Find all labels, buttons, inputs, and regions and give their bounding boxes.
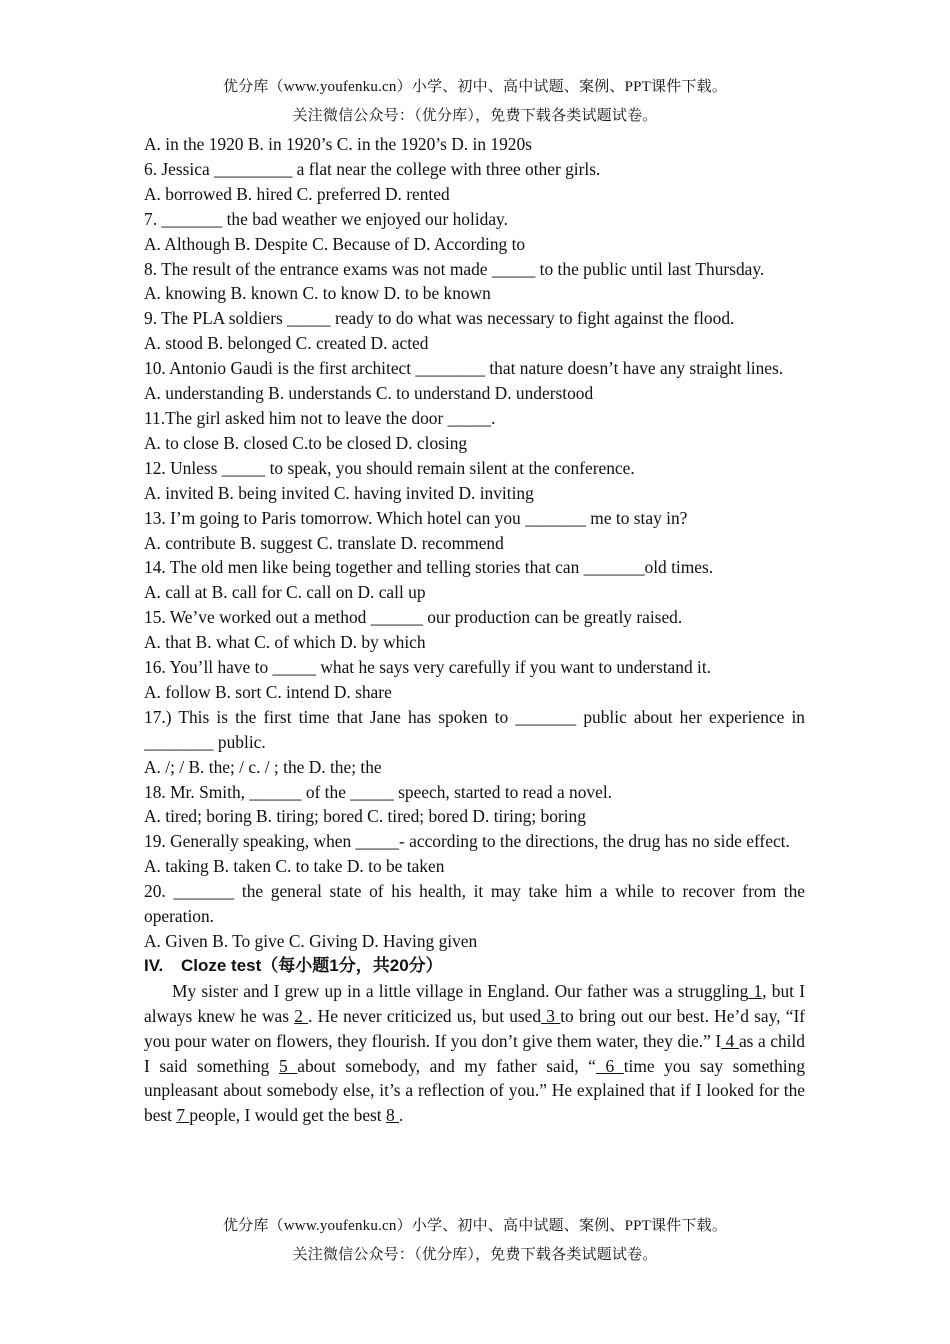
cloze-text: time you say something unpleasant about somebody else, it’s a reflection of you.” He explained that if I looked for the best	[144, 1055, 806, 1126]
cloze-blank-7: 7	[176, 1105, 190, 1126]
cloze-blank-5: 5	[278, 1055, 298, 1076]
question-line: 16. You’ll have to _____ what he says very carefully if you want to understand it.	[144, 657, 712, 678]
cloze-text: .	[399, 1105, 404, 1126]
cloze-blank-1: 1	[748, 980, 763, 1001]
cloze-blank-6: 6	[595, 1055, 624, 1076]
option-line: A. knowing B. known C. to know D. to be known	[144, 283, 491, 304]
footer-line-1: 优分库（www.youfenku.cn）小学、初中、高中试题、案例、PPT课件下载。	[222, 1218, 728, 1234]
question-line: 14. The old men like being together and telling stories that can _______old times.	[144, 557, 714, 578]
section-number: IV.	[144, 955, 164, 975]
option-line: A. Although B. Despite C. Because of D. According to	[144, 233, 526, 254]
question-line: 10. Antonio Gaudi is the first architect ________ that nature doesn’t have any straight lines.	[144, 358, 784, 379]
cloze-passage	[144, 979, 805, 1128]
exam-content	[144, 132, 805, 1128]
header-line-2: 关注微信公众号：（优分库），免费下载各类试题试卷。	[292, 108, 658, 124]
question-line: 18. Mr. Smith, ______ of the _____ speech, started to read a novel.	[144, 781, 613, 802]
cloze-text: to bring out our best. He’d say, “If you pour water on flowers, they flourish. If you don’t give them water, they die.” I	[144, 1005, 806, 1051]
question-line: 7. _______ the bad weather we enjoyed our holiday.	[144, 208, 508, 229]
section-title: Cloze test（每小题1分，共20分）	[181, 955, 443, 975]
question-line: 15. We’ve worked out a method ______ our production can be greatly raised.	[144, 607, 683, 628]
question-line: 12. Unless _____ to speak, you should remain silent at the conference.	[144, 457, 635, 478]
option-line: A. Given B. To give C. Giving D. Having given	[144, 931, 478, 951]
cloze-blank-8: 8	[385, 1105, 400, 1126]
cloze-text: , but I always knew he was	[144, 980, 805, 1026]
option-line: A. stood B. belonged C. created D. acted	[144, 333, 429, 354]
question-line: 9. The PLA soldiers _____ ready to do what was necessary to fight against the flood.	[144, 308, 735, 329]
cloze-blank-2: 2	[294, 1005, 309, 1026]
option-line: A. tired; boring B. tiring; bored C. tired; bored D. tiring; boring	[144, 806, 586, 827]
option-line: A. in the 1920 B. in 1920’s C. in the 1920’s D. in 1920s	[144, 134, 532, 154]
question-line: 19. Generally speaking, when _____- according to the directions, the drug has no side effect.	[144, 831, 790, 852]
question-line: 6. Jessica _________ a flat near the college with three other girls.	[144, 158, 601, 179]
section-heading	[144, 954, 805, 979]
question-line: 17.) This is the first time that Jane has spoken to _______ public about her experience in ________ public.	[144, 706, 805, 752]
cloze-text: as a child I said something	[144, 1030, 806, 1076]
option-line: A. understanding B. understands C. to understand D. understood	[144, 383, 594, 404]
cloze-text: about somebody, and my father said, “	[297, 1055, 596, 1076]
footer-line-2: 关注微信公众号：（优分库），免费下载各类试题试卷。	[292, 1247, 658, 1263]
header-line-1: 优分库（www.youfenku.cn）小学、初中、高中试题、案例、PPT课件下载。	[222, 79, 728, 95]
cloze-blank-3: 3	[541, 1005, 561, 1026]
option-line: A. to close B. closed C.to be closed D. closing	[144, 432, 468, 453]
option-line: A. invited B. being invited C. having invited D. inviting	[144, 482, 534, 503]
cloze-text: . He never criticized us, but used	[308, 1005, 542, 1026]
cloze-blank-4: 4	[721, 1030, 739, 1051]
cloze-text: people, I would get the best	[189, 1105, 386, 1126]
question-line: 20. _______ the general state of his health, it may take him a while to recover from the operation.	[144, 881, 805, 927]
option-line: A. borrowed B. hired C. preferred D. rented	[144, 183, 450, 204]
cloze-text: My sister and I grew up in a little village in England. Our father was a struggling	[172, 980, 749, 1001]
option-line: A. /; / B. the; / c. / ; the D. the; the	[144, 756, 382, 777]
option-line: A. taking B. taken C. to take D. to be taken	[144, 856, 445, 877]
question-line: 8. The result of the entrance exams was not made _____ to the public until last Thursday.	[144, 258, 765, 279]
question-line: 13. I’m going to Paris tomorrow. Which hotel can you _______ me to stay in?	[144, 507, 688, 528]
option-line: A. follow B. sort C. intend D. share	[144, 681, 392, 702]
option-line: A. that B. what C. of which D. by which	[144, 632, 426, 653]
question-line: 11.The girl asked him not to leave the door _____.	[144, 407, 496, 428]
option-line: A. call at B. call for C. call on D. call up	[144, 582, 426, 603]
option-line: A. contribute B. suggest C. translate D. recommend	[144, 532, 504, 553]
